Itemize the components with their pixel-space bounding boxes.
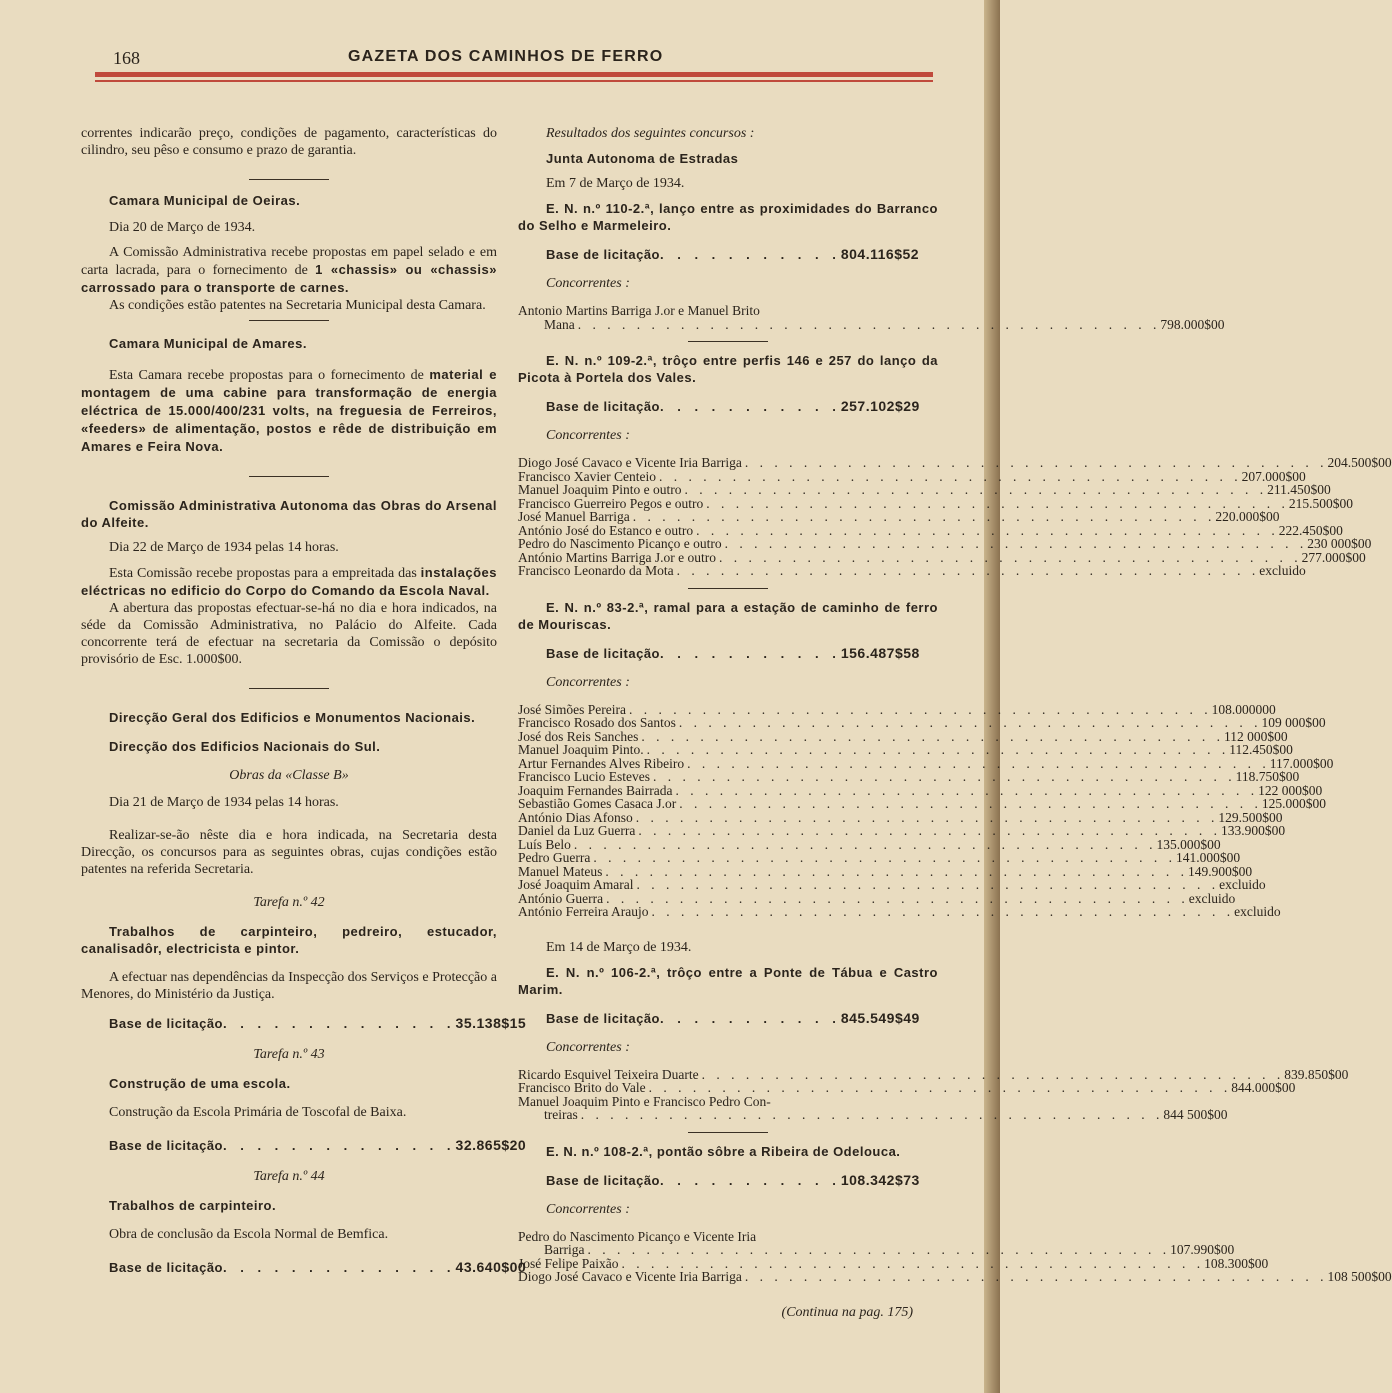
- base-value: 156.487$58: [840, 644, 920, 661]
- bid-value: 207.000$00: [1241, 468, 1306, 484]
- bidder-name: Francisco Leonardo da Mota: [518, 563, 674, 578]
- continued-note: (Continua na pag. 175): [781, 1304, 913, 1320]
- tarefa-44-title: Trabalhos de carpinteiro.: [109, 1198, 277, 1213]
- tarefa-43-label: Tarefa n.º 43: [253, 1047, 325, 1062]
- base-value: 32.865$20: [455, 1137, 527, 1153]
- contract-en109: [518, 352, 1392, 589]
- bidder-row-continued: [518, 316, 1225, 332]
- bid-value: 222.450$00: [1278, 522, 1343, 538]
- tarefa-44-desc: Obra de conclusão da Escola Normal de Bemfica.: [109, 1227, 389, 1242]
- bidder-row: [518, 1080, 1296, 1095]
- bid-value: 839.850$00: [1284, 1066, 1349, 1082]
- section-separator: [688, 1132, 768, 1133]
- direccao-sul-title: Direcção dos Edificios Nacionais do Sul.: [109, 739, 381, 754]
- oeiras-date: Dia 20 de Março de 1934.: [109, 220, 256, 235]
- tarefa-42-label: Tarefa n.º 42: [253, 895, 325, 910]
- contract-en106: [518, 964, 1349, 1133]
- bidder-row: [518, 455, 1392, 470]
- contract-title: E. N. n.º 110-2.ª, lanço entre as proximidades do Barranco do Selho e Marmeleiro.: [518, 201, 938, 233]
- bid-value: 211.450$00: [1267, 482, 1331, 497]
- bidder-row: [518, 850, 1241, 865]
- bidder-name: António Dias Afonso: [518, 809, 633, 825]
- dot-leader: . . . . . . . . . . .: [660, 399, 841, 414]
- bidder-name: Pedro Guerra: [518, 850, 591, 865]
- dot-leader: . . . . . . . . . . . . . . . . . . . . . . . . . . . . . . . . . . . . . . . .: [638, 823, 1221, 838]
- dot-leader: . . . . . . . . . . . . . . . . . . . . . . . . . . . . . . . . . . . . . . . .: [621, 1255, 1205, 1271]
- bid-value: 112 000$00: [1224, 728, 1288, 744]
- oeiras-paragraph: [81, 244, 497, 297]
- concorrentes-label: Concorrentes :: [546, 674, 630, 690]
- bidder-name: Manuel Mateus: [518, 863, 603, 879]
- base-label: Base de licitação: [546, 645, 660, 661]
- dot-leader: . . . . . . . . . . . . . . . . . . . . . . . . . . . . . . . . . . . . . . . .: [635, 809, 1219, 825]
- contract-base: [518, 398, 938, 415]
- contract-base: [518, 246, 938, 263]
- oeiras-title: Camara Municipal de Oeiras.: [109, 193, 301, 208]
- dot-leader: . . . . . . . . . . . . . . . . . . . . . . . . . . . . . . . . . . . . . . . .: [636, 877, 1220, 892]
- dot-leader: . . . . . . . . . . . . . . . . . . . . . . . . . . . . . . . . . . . . . . . .: [718, 549, 1302, 565]
- concorrentes-label: Concorrentes :: [546, 276, 630, 291]
- section-separator: [249, 476, 329, 477]
- dot-leader: . . . . . . . . . . . . . . . . . . . . . . . . . . . . . . . . . . . . . . . .: [632, 509, 1216, 524]
- dot-leader: . . . . . . . . . . . . . . . . . . . . . . . . . . . . . . . . . . . . . . . .: [648, 1080, 1232, 1095]
- base-label: Base de licitação: [109, 1016, 223, 1031]
- bidder-row: [518, 782, 1323, 798]
- bidder-list: [518, 1066, 1349, 1122]
- bid-value: 108.300$00: [1204, 1255, 1269, 1271]
- bid-value: excluido: [1188, 890, 1236, 906]
- contract-base: [518, 1010, 938, 1027]
- bid-value: 215.500$00: [1288, 495, 1353, 511]
- bidder-name: Diogo José Cavaco e Vicente Iria Barriga: [518, 1269, 742, 1284]
- tarefa-44-label: Tarefa n.º 44: [253, 1169, 325, 1184]
- dot-leader: . . . . . . . . . . . . . . . . . . . . . . . . . . . . . . . . . . . . . . . .: [696, 522, 1279, 538]
- classe-label: Obras da «Classe B»: [229, 768, 349, 783]
- bid-value: 118.750$00: [1235, 769, 1300, 784]
- bid-value: 204.500$00: [1327, 455, 1392, 470]
- bidder-row: [518, 304, 938, 318]
- bid-value: 107.990$00: [1170, 1242, 1235, 1257]
- tarefa-44-base: [81, 1259, 527, 1276]
- amares-item: material e montagem de uma cabine para transformação de energia eléctrica de 15.000/400/231 volts, na freguesia de Ferreiros, «feeders» de alimentação, postos e rêde de distribuição em Amares e Feira Nova.: [81, 367, 497, 454]
- direccao-geral-title: Direcção Geral dos Edificios e Monumentos Nacionais.: [109, 710, 476, 725]
- bidder-row: [518, 1095, 938, 1109]
- alfeite-paragraph: [81, 564, 497, 600]
- dot-leader: . . . . . . . . . . . . . . . . . . . . . . . . . . . . . . . . . . . . . . . .: [744, 455, 1328, 470]
- bidder-name: José Felipe Paixão: [518, 1255, 619, 1271]
- bidder-name: José Joaquim Amaral: [518, 877, 634, 892]
- bidder-row: [518, 769, 1300, 784]
- base-value: 35.138$15: [455, 1015, 527, 1031]
- bidder-row: [518, 1269, 1392, 1284]
- bidder-row: [518, 563, 1306, 578]
- bidder-name: António Guerra: [518, 890, 604, 906]
- bidder-name: Pedro do Nascimento Picanço e Vicente Iria: [518, 1228, 757, 1244]
- section-separator: [688, 588, 768, 589]
- bid-value: 125.000$00: [1261, 796, 1326, 811]
- bidder-name: Francisco Guerreiro Pegos e outro: [518, 495, 704, 511]
- alfeite-item: instalações eléctricas no edificio do Corpo do Comando da Escola Naval.: [81, 565, 497, 598]
- bidder-list: [518, 1228, 1392, 1284]
- bidder-row-continued: [518, 1242, 1235, 1257]
- bidder-name: José Manuel Barriga: [518, 509, 630, 524]
- bidder-row: [518, 877, 1266, 892]
- bid-value: 129.500$00: [1218, 809, 1283, 825]
- base-value: 804.116$52: [840, 246, 920, 262]
- bidder-row: [518, 536, 1372, 551]
- dot-leader: . . . . . . . . . . .: [660, 645, 841, 661]
- oeiras-conditions: As condições estão patentes na Secretaria Municipal desta Camara.: [109, 298, 486, 313]
- bidder-name: António Martins Barriga J.or e outro: [518, 549, 716, 565]
- dot-leader: . . . . . . . . . . . . . . . . . . . . . . . . . . . . . . . . . . . . . . . .: [593, 850, 1176, 865]
- bidder-row: [518, 1255, 1269, 1271]
- dot-leader: . . . . . . . . . . . . . .: [223, 1260, 456, 1275]
- left-column: [81, 125, 527, 1276]
- bidder-row: [518, 701, 1276, 717]
- contract-en110: [518, 200, 1225, 342]
- bidder-name: Artur Fernandes Alves Ribeiro: [518, 755, 685, 771]
- dot-leader: . . . . . . . . . . . . . . . . . . . . . . . . . . . . . . . . . . . . . . . .: [646, 742, 1230, 757]
- bidder-row: [518, 809, 1283, 825]
- concorrentes-label: Concorrentes :: [546, 1039, 630, 1055]
- tarefa-42-title: Trabalhos de carpinteiro, pedreiro, estucador, canalisadôr, electricista e pintor.: [81, 924, 497, 956]
- bidder-name: José Simões Pereira: [518, 701, 626, 717]
- direccao-paragraph: Realizar-se-ão nêste dia e hora indicada, na Secretaria desta Direcção, os concursos para as seguintes obras, cujas condições estão patentes na referida Secretaria.: [81, 828, 497, 877]
- alfeite-text: Esta Comissão recebe propostas para a empreitada das: [109, 566, 421, 581]
- bid-value: 109 000$00: [1261, 715, 1326, 730]
- bidder-name: Francisco Lucio Esteves: [518, 769, 650, 784]
- section-separator: [249, 179, 329, 180]
- dot-leader: . . . . . . . . . . . . . . . . . . . . . . . . . . . . . . . . . . . . . . . .: [580, 1107, 1164, 1122]
- date-14-march: Em 14 de Março de 1934.: [546, 939, 692, 955]
- dot-leader: . . . . . . . . . . . . . . . . . . . . . . . . . . . . . . . . . . . . . . . .: [687, 755, 1270, 771]
- page-edge-shadow: [984, 0, 1000, 1393]
- tarefa-42-base: [81, 1015, 527, 1032]
- bidder-name: Sebastião Gomes Casaca J.or: [518, 796, 677, 811]
- bid-value: 122 000$00: [1258, 782, 1323, 798]
- dot-leader: . . . . . . . . . . .: [660, 247, 841, 262]
- contract-en108: [518, 1143, 1392, 1284]
- bidder-row: [518, 549, 1366, 565]
- bidder-name: Antonio Martins Barriga J.or e Manuel Brito: [518, 303, 760, 318]
- bid-value: 133.900$00: [1220, 823, 1286, 838]
- date-7-march: Em 7 de Março de 1934.: [546, 176, 685, 191]
- dot-leader: . . . . . . . . . . . . . . . . . . . . . . . . . . . . . . . . . . . . . . . .: [724, 536, 1308, 551]
- bidder-name: Pedro do Nascimento Picanço e outro: [518, 536, 722, 551]
- bidder-row: [518, 468, 1306, 484]
- dot-leader: . . . . . . . . . . . . . . . . . . . . . . . . . . . . . . . . . . . . . . . .: [679, 796, 1262, 811]
- dot-leader: . . . . . . . . . . . . . .: [223, 1138, 456, 1153]
- alfeite-opening: A abertura das propostas efectuar-se-há no dia e hora indicados, na séde da Comissão Administrativa, no Palácio do Alfeite. Cada concorrente terá de efectuar na secretaria da Comissão o depósito provisório de Esc. 1.000$00.: [81, 601, 497, 667]
- bidder-name: Luís Belo: [518, 836, 571, 852]
- bidder-row-continued: [518, 1107, 1228, 1122]
- bidder-row: [518, 796, 1326, 811]
- direccao-date: Dia 21 de Março de 1934 pelas 14 horas.: [109, 795, 339, 810]
- section-separator: [249, 688, 329, 689]
- bid-value: 220.000$00: [1215, 509, 1280, 524]
- bidder-row: [518, 522, 1343, 538]
- page-header: [113, 48, 933, 70]
- base-value: 108.342$73: [840, 1171, 920, 1188]
- dot-leader: . . . . . . . . . . . . . . . . . . . . . . . . . . . . . . . . . . . . . . . .: [744, 1269, 1328, 1284]
- bidder-list: [518, 701, 1334, 919]
- dot-leader: . . . . . . . . . . . . . . . . . . . . . . . . . . . . . . . . . . . . . . . .: [641, 728, 1224, 744]
- base-label: Base de licitação: [546, 1010, 660, 1026]
- bid-value: 844.000$00: [1231, 1080, 1296, 1095]
- dot-leader: . . . . . . . . . . . . . . . . . . . . . . . . . . . . . . . . . . . . . . . .: [628, 701, 1212, 717]
- bidder-row: [518, 863, 1253, 879]
- bidder-name-cont: Mana: [544, 316, 575, 332]
- dot-leader: . . . . . . . . . . . . . .: [223, 1016, 456, 1031]
- tarefa-43-base: [81, 1137, 527, 1154]
- dot-leader: . . . . . . . . . . . . . . . . . . . . . . . . . . . . . . . . . . . . . . . .: [605, 863, 1188, 879]
- base-value: 257.102$29: [840, 398, 920, 414]
- bidder-name: Francisco Rosado dos Santos: [518, 715, 676, 730]
- base-label: Base de licitação: [546, 399, 660, 414]
- dot-leader: . . . . . . . . . . .: [660, 1010, 841, 1026]
- dot-leader: . . . . . . . . . . . . . . . . . . . . . . . . . . . . . . . . . . . . . . . .: [606, 890, 1189, 906]
- dot-leader: . . . . . . . . . . . . . . . . . . . . . . . . . . . . . . . . . . . . . . . .: [573, 836, 1157, 852]
- contract-base: [518, 645, 938, 662]
- dot-leader: . . . . . . . . . . . . . . . . . . . . . . . . . . . . . . . . . . . . . . . .: [658, 468, 1242, 484]
- tarefa-43-title: Construção de uma escola.: [109, 1076, 291, 1091]
- concorrentes-label: Concorrentes :: [546, 428, 630, 443]
- amares-title: Camara Municipal de Amares.: [109, 336, 307, 351]
- right-column: [518, 125, 1392, 1321]
- bidder-list: [518, 303, 1225, 332]
- bidder-row: [518, 509, 1280, 524]
- bidder-row: [518, 836, 1221, 852]
- dot-leader: . . . . . . . . . . . . . . . . . . . . . . . . . . . . . . . . . . . . . . . .: [678, 715, 1262, 730]
- contract-base: [518, 1172, 938, 1189]
- dot-leader: . . . . . . . . . . . . . . . . . . . . . . . . . . . . . . . . . . . . . . . .: [652, 769, 1236, 784]
- contract-title: E. N. n.º 106-2.ª, trôço entre a Ponte de Tábua e Castro Marim.: [518, 964, 938, 997]
- bidder-row: [518, 890, 1236, 906]
- bidder-row: [518, 755, 1334, 771]
- bid-value: 798.000$00: [1160, 316, 1225, 332]
- oeiras-item: 1 «chassis» ou «chassis» carrossado para o transporte de carnes.: [81, 262, 497, 295]
- bidder-name: Francisco Brito do Vale: [518, 1080, 646, 1095]
- concorrentes-label: Concorrentes :: [546, 1201, 630, 1217]
- dot-leader: . . . . . . . . . . . . . . . . . . . . . . . . . . . . . . . . . . . . . . . .: [676, 563, 1260, 578]
- oeiras-text: A Comissão Administrativa recebe propostas em papel selado e em carta lacrada, para o fornecimento de: [81, 245, 497, 278]
- bidder-row: [518, 728, 1288, 744]
- bid-value: 117.000$00: [1269, 755, 1334, 771]
- bidder-name-cont: Barriga: [544, 1242, 585, 1257]
- bid-value: excluido: [1219, 877, 1266, 892]
- results-title: Resultados dos seguintes concursos :: [546, 126, 755, 141]
- header-rule-thick: [95, 72, 933, 77]
- amares-text: Esta Camara recebe propostas para o fornecimento de: [109, 368, 430, 383]
- bidder-name: Diogo José Cavaco e Vicente Iria Barriga: [518, 455, 742, 470]
- dot-leader: . . . . . . . . . . . . . . . . . . . . . . . . . . . . . . . . . . . . . . . .: [651, 904, 1235, 919]
- base-label: Base de licitação: [109, 1260, 223, 1275]
- page-number: 168: [113, 48, 140, 68]
- bid-value: 844 500$00: [1163, 1107, 1228, 1122]
- base-label: Base de licitação: [546, 1172, 660, 1188]
- bid-value: 112.450$00: [1229, 742, 1293, 757]
- contract-title: E. N. n.º 108-2.ª, pontão sôbre a Ribeira de Odelouca.: [546, 1143, 901, 1159]
- bidder-name: Francisco Xavier Centeio: [518, 468, 656, 484]
- bid-value: 230 000$00: [1307, 536, 1372, 551]
- alfeite-date: Dia 22 de Março de 1934 pelas 14 horas.: [109, 540, 339, 555]
- dot-leader: . . . . . . . . . . . . . . . . . . . . . . . . . . . . . . . . . . . . . . . .: [706, 495, 1289, 511]
- bid-value: 277.000$00: [1301, 549, 1366, 565]
- bid-value: 108 500$00: [1327, 1269, 1392, 1284]
- bidder-row: [518, 495, 1353, 511]
- bidder-name: Manuel Joaquim Pinto e Francisco Pedro Con-: [518, 1093, 771, 1109]
- contract-title: E. N. n.º 109-2.ª, trôço entre perfis 146 e 257 do lanço da Picota à Portela dos Vales.: [518, 353, 938, 385]
- dot-leader: . . . . . . . . . . . . . . . . . . . . . . . . . . . . . . . . . . . . . . . .: [701, 1066, 1285, 1082]
- bid-value: 135.000$00: [1156, 836, 1221, 852]
- bidder-name: Ricardo Esquivel Teixeira Duarte: [518, 1066, 699, 1082]
- tarefa-42-desc: A efectuar nas dependências da Inspecção dos Serviços e Protecção a Menores, do Ministério da Justiça.: [81, 970, 497, 1002]
- bidder-name: António Ferreira Araujo: [518, 904, 649, 919]
- journal-title: GAZETA DOS CAMINHOS DE FERRO: [348, 48, 664, 65]
- base-value: 845.549$49: [840, 1009, 920, 1026]
- bid-value: 149.900$00: [1187, 863, 1253, 879]
- bidder-list: [518, 455, 1392, 578]
- bidder-row: [518, 715, 1326, 730]
- contract-title: E. N. n.º 83-2.ª, ramal para a estação de caminho de ferro de Mouriscas.: [518, 599, 938, 632]
- bidder-row: [518, 742, 1293, 757]
- bidder-name: Manuel Joaquim Pinto e outro: [518, 482, 682, 497]
- bidder-name: Daniel da Luz Guerra: [518, 823, 636, 838]
- header-rule-thin: [95, 80, 933, 82]
- dot-leader: . . . . . . . . . . . . . . . . . . . . . . . . . . . . . . . . . . . . . . . .: [684, 482, 1268, 497]
- bid-value: excluido: [1259, 563, 1306, 578]
- bidder-row: [518, 1066, 1349, 1082]
- section-separator: [249, 320, 329, 321]
- dot-leader: . . . . . . . . . . .: [660, 1172, 841, 1188]
- bidder-name: Joaquim Fernandes Bairrada: [518, 782, 673, 798]
- junta-title: Junta Autonoma de Estradas: [546, 151, 739, 166]
- bidder-name: José dos Reis Sanches: [518, 728, 639, 744]
- bid-value: 141.000$00: [1175, 850, 1241, 865]
- section-separator: [688, 341, 768, 342]
- base-value: 43.640$00: [455, 1259, 527, 1275]
- alfeite-title: Comissão Administrativa Autonoma das Obras do Arsenal do Alfeite.: [81, 498, 497, 530]
- base-label: Base de licitação: [109, 1138, 223, 1153]
- dot-leader: . . . . . . . . . . . . . . . . . . . . . . . . . . . . . . . . . . . . . . . .: [587, 1242, 1171, 1257]
- bid-value: 108.000000: [1211, 701, 1276, 717]
- bidder-row: [518, 482, 1331, 497]
- dot-leader: . . . . . . . . . . . . . . . . . . . . . . . . . . . . . . . . . . . . . . . .: [675, 782, 1259, 798]
- tarefa-43-desc: Construção da Escola Primária de Toscofal de Baixa.: [109, 1105, 407, 1120]
- bid-value: excluido: [1234, 904, 1281, 919]
- amares-paragraph: [81, 366, 497, 456]
- dot-leader: . . . . . . . . . . . . . . . . . . . . . . . . . . . . . . . . . . . . . . . .: [577, 316, 1161, 332]
- bidder-name-cont: treiras: [544, 1107, 578, 1122]
- base-label: Base de licitação: [546, 247, 660, 262]
- bidder-name: Manuel Joaquim Pinto.: [518, 742, 644, 757]
- bidder-name: António José do Estanco e outro: [518, 522, 694, 538]
- contract-en83: [518, 599, 1334, 919]
- intro-paragraph: correntes indicarão preço, condições de pagamento, características do cilindro, seu pêso e consumo e prazo de garantia.: [81, 126, 497, 158]
- bidder-row: [518, 823, 1286, 838]
- bidder-row: [518, 904, 1281, 919]
- bidder-row: [518, 1230, 938, 1244]
